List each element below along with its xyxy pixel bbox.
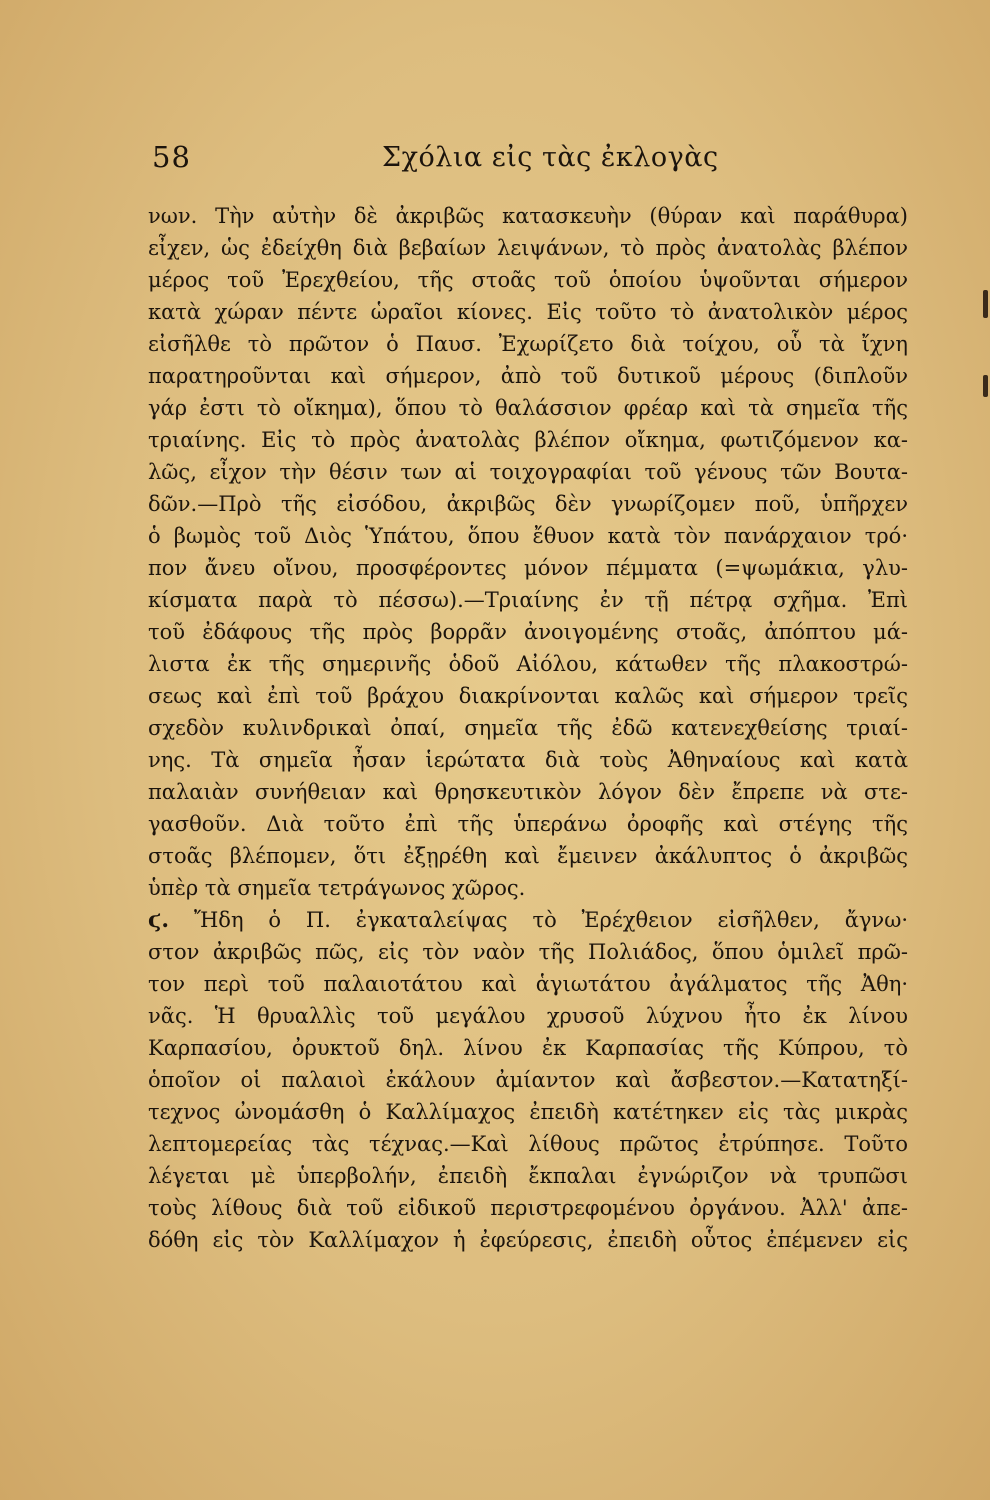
text-line: στον ἀκριβῶς πῶς, εἰς τὸν ναὸν τῆς Πολιάδος, ὅπου ὁμιλεῖ πρῶ-: [148, 940, 908, 964]
text-line: μέρος τοῦ Ἐρεχθείου, τῆς στοᾶς τοῦ ὁποίου ὑψοῦνται σήμερον: [148, 268, 908, 292]
text-line: κίσματα παρὰ τὸ πέσσω).—Τριαίνης ἐν τῇ πέτρᾳ σχῆμα. Ἐπὶ: [148, 588, 908, 612]
text-line: τοῦ ἐδάφους τῆς πρὸς βορρᾶν ἀνοιγομένης στοᾶς, ἀπόπτου μά-: [148, 620, 908, 644]
body-text: [148, 200, 908, 1256]
running-title: Σχόλια εἰς τὰς ἐκλογὰς: [382, 142, 719, 173]
page-number: 58: [152, 140, 191, 174]
margin-ink-mark: [983, 375, 988, 397]
text-line: Καρπασίου, ὀρυκτοῦ δηλ. λίνου ἐκ Καρπασίας τῆς Κύπρου, τὸ: [148, 1036, 908, 1060]
text-line: νᾶς. Ἡ θρυαλλὶς τοῦ μεγάλου χρυσοῦ λύχνου ἦτο ἐκ λίνου: [148, 1004, 908, 1028]
text-line: ὑπὲρ τὰ σημεῖα τετράγωνος χῶρος.: [148, 876, 526, 900]
text-line: τριαίνης. Εἰς τὸ πρὸς ἀνατολὰς βλέπον οἴκημα, φωτιζόμενον κα-: [148, 428, 908, 452]
text-line: εἰσῆλθε τὸ πρῶτον ὁ Παυσ. Ἐχωρίζετο διὰ τοίχου, οὗ τὰ ἴχνη: [148, 332, 908, 356]
text-line: ὁποῖον οἱ παλαιοὶ ἐκάλουν ἀμίαντον καὶ ἄσβεστον.—Κατατηξί-: [148, 1068, 908, 1092]
text-line: πον ἄνευ οἴνου, προσφέροντες μόνον πέμματα (=ψωμάκια, γλυ-: [148, 556, 908, 580]
text-line: λέγεται μὲ ὑπερβολήν, ἐπειδὴ ἔκπαλαι ἐγνώριζον νὰ τρυπῶσι: [148, 1164, 908, 1188]
text-line: λεπτομερείας τὰς τέχνας.—Καὶ λίθους πρῶτος ἐτρύπησε. Τοῦτο: [148, 1132, 908, 1156]
text-line: δόθη εἰς τὸν Καλλίμαχον ἡ ἐφεύρεσις, ἐπειδὴ οὗτος ἐπέμενεν εἰς: [148, 1228, 908, 1252]
text-line: στοᾶς βλέπομεν, ὅτι ἐξῃρέθη καὶ ἔμεινεν ἀκάλυπτος ὁ ἀκριβῶς: [148, 844, 908, 868]
section-first-line-text: Ἤδη ὁ Π. ἐγκαταλείψας τὸ Ἐρέχθειον εἰσῆλθεν, ἄγνω·: [193, 908, 908, 932]
text-line: ὁ βωμὸς τοῦ Διὸς Ὑπάτου, ὅπου ἔθυον κατὰ τὸν πανάρχαιον τρό·: [148, 524, 908, 548]
text-line: λῶς, εἶχον τὴν θέσιν των αἱ τοιχογραφίαι τοῦ γένους τῶν Βουτα-: [148, 460, 908, 484]
text-line: παλαιὰν συνήθειαν καὶ θρησκευτικὸν λόγον δὲν ἔπρεπε νὰ στε-: [148, 780, 908, 804]
text-line: λιστα ἐκ τῆς σημερινῆς ὁδοῦ Αἰόλου, κάτωθεν τῆς πλακοστρώ-: [148, 652, 908, 676]
text-line: νης. Τὰ σημεῖα ἦσαν ἱερώτατα διὰ τοὺς Ἀθηναίους καὶ κατὰ: [148, 748, 908, 772]
text-line: δῶν.—Πρὸ τῆς εἰσόδου, ἀκριβῶς δὲν γνωρίζομεν ποῦ, ὑπῆρχεν: [148, 492, 908, 516]
text-line: τον περὶ τοῦ παλαιοτάτου καὶ ἁγιωτάτου ἀγάλματος τῆς Ἀθη·: [148, 972, 908, 996]
text-line: γασθοῦν. Διὰ τοῦτο ἐπὶ τῆς ὑπεράνω ὀροφῆς καὶ στέγης τῆς: [148, 812, 908, 836]
text-line: κατὰ χώραν πέντε ὡραῖοι κίονες. Εἰς τοῦτο τὸ ἀνατολικὸν μέρος: [148, 300, 908, 324]
text-line: σεως καὶ ἐπὶ τοῦ βράχου διακρίνονται καλῶς καὶ σήμερον τρεῖς: [148, 684, 908, 708]
text-line: τεχνος ὠνομάσθη ὁ Καλλίμαχος ἐπειδὴ κατέτηκεν εἰς τὰς μικρὰς: [148, 1100, 908, 1124]
text-line: εἶχεν, ὡς ἐδείχθη διὰ βεβαίων λειψάνων, τὸ πρὸς ἀνατολὰς βλέπον: [148, 236, 908, 260]
running-head: [152, 140, 860, 180]
text-line: παρατηροῦνται καὶ σήμερον, ἀπὸ τοῦ δυτικοῦ μέρους (διπλοῦν: [148, 364, 908, 388]
text-line: σχεδὸν κυλινδρικαὶ ὀπαί, σημεῖα τῆς ἐδῶ κατενεχθείσης τριαί-: [148, 716, 908, 740]
text-line: γάρ ἐστι τὸ οἴκημα), ὅπου τὸ θαλάσσιον φρέαρ καὶ τὰ σημεῖα τῆς: [148, 396, 908, 420]
section-first-line: [148, 904, 908, 936]
text-line: νων. Τὴν αὐτὴν δὲ ἀκριβῶς κατασκευὴν (θύραν καὶ παράθυρα): [148, 204, 908, 228]
section-mark: ϛ.: [148, 907, 170, 933]
margin-ink-mark: [983, 290, 988, 318]
text-line: τοὺς λίθους διὰ τοῦ εἰδικοῦ περιστρεφομένου ὀργάνου. Ἀλλ' ἀπε-: [148, 1196, 908, 1220]
